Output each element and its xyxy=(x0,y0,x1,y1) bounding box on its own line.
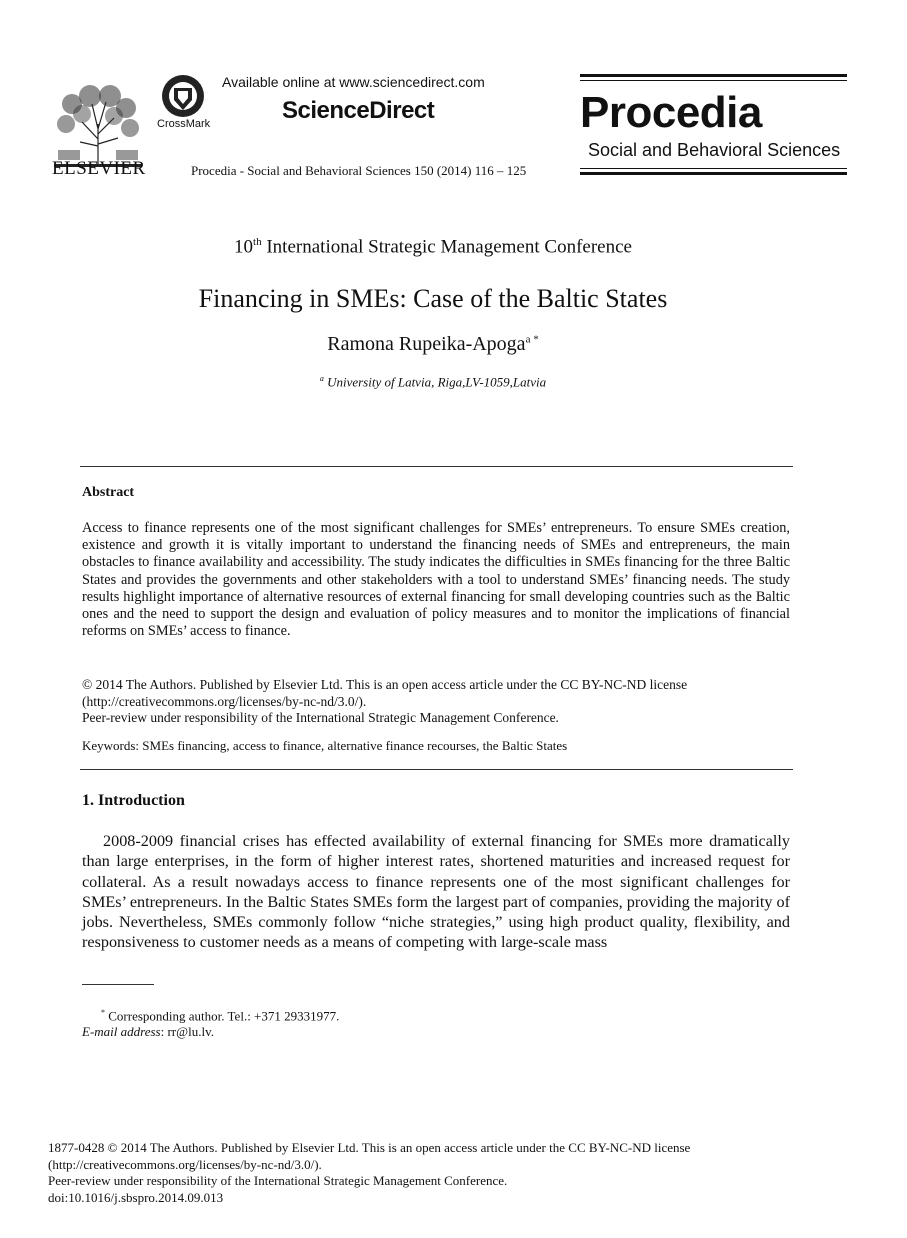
footnote-rule xyxy=(82,984,154,985)
author-marks: a * xyxy=(525,333,539,346)
footer-license-link[interactable]: (http://creativecommons.org/licenses/by-nc-nd/3.0/). xyxy=(48,1156,322,1172)
procedia-subtitle: Social and Behavioral Sciences xyxy=(588,140,841,160)
affiliation-text: University of Latvia, Riga,LV-1059,Latvia xyxy=(327,374,547,390)
procedia-logo: Procedia xyxy=(580,88,762,137)
corresponding-author: Corresponding author. Tel.: +371 29331977. xyxy=(105,1008,340,1024)
copyright-line: © 2014 The Authors. Published by Elsevier Ltd. This is an open access article under the CC BY-NC-ND license xyxy=(82,677,688,692)
copyright-block xyxy=(82,677,790,727)
author-name: Ramona Rupeika-Apoga xyxy=(327,333,526,355)
abstract-bottom-rule xyxy=(80,769,793,770)
footer-peer-review: Peer-review under responsibility of the International Strategic Management Conference. xyxy=(48,1173,508,1188)
page-footer xyxy=(48,1140,768,1206)
conference-name: International Strategic Management Conference xyxy=(261,236,632,258)
conference-line xyxy=(0,236,866,258)
journal-reference: Procedia - Social and Behavioral Sciences 150 (2014) 116 – 125 xyxy=(191,163,527,178)
introduction-paragraph: 2008-2009 financial crises has effected availability of external financing for SMEs more dramatically than large enterprises, in the form of higher interest rates, shortened maturities and increased request for collateral. As a result nowadays access to finance represents one of the most significant challenges for SMEs’ entrepreneurs. In the Baltic States SMEs form the largest part of companies, providing the majority of jobs. Nevertheless, SMEs commonly follow “niche strategies,” using high product quality, flexibility, and responsiveness to customer needs as a means of competing with large-scale mass xyxy=(82,832,790,952)
footnote-corresponding xyxy=(82,1005,339,1024)
peer-review-note: Peer-review under responsibility of the International Strategic Management Conference. xyxy=(82,710,559,725)
author-line xyxy=(0,333,866,356)
footnote-mark: * xyxy=(101,1008,105,1017)
license-link[interactable]: (http://creativecommons.org/licenses/by-nc-nd/3.0/). xyxy=(82,693,367,709)
conference-number: 10 xyxy=(234,236,254,258)
affiliation-mark: a xyxy=(319,374,324,383)
abstract-top-rule xyxy=(80,466,793,467)
available-online-link[interactable]: Available online at www.sciencedirect.com xyxy=(222,74,485,90)
affiliation xyxy=(0,374,866,390)
section-heading-introduction: 1. Introduction xyxy=(82,792,185,809)
elsevier-wordmark: ELSEVIER xyxy=(52,158,146,179)
sciencedirect-logo[interactable]: ScienceDirect xyxy=(282,97,435,124)
abstract-heading: Abstract xyxy=(82,485,135,500)
crossmark-label: CrossMark xyxy=(157,118,211,130)
footnote xyxy=(82,1005,339,1040)
footer-copyright: 1877-0428 © 2014 The Authors. Published by Elsevier Ltd. This is an open access article under the CC BY-NC-ND license xyxy=(48,1140,691,1155)
email-value[interactable]: : rr@lu.lv. xyxy=(160,1024,214,1040)
email-label: E-mail address xyxy=(82,1024,161,1040)
footnote-email xyxy=(82,1024,339,1040)
footer-doi[interactable]: doi:10.1016/j.sbspro.2014.09.013 xyxy=(48,1189,224,1205)
abstract-text: Access to finance represents one of the most significant challenges for SMEs’ entrepreneurs. To ensure SMEs creation, existence and growth it is vitally important to understand the financing needs of SMEs and entrepreneurs, the main obstacles to finance availability and accessibility. The study indicates the difficulties in SMEs financing for the three Baltic States and provides the governments and other stakeholders with a tool to understand SMEs’ financing needs. The study results highlight importance of alternative resources of external financing for small developing countries such as the Baltic ones and the need to support the design and evaluation of policy measures and to monitor the implications of financial reforms on SMEs’ access to finance. xyxy=(82,520,790,640)
conference-ordinal: th xyxy=(253,236,262,248)
keywords: Keywords: SMEs financing, access to finance, alternative finance recourses, the Baltic States xyxy=(82,738,568,753)
paper-title: Financing in SMEs: Case of the Baltic States xyxy=(198,284,668,313)
